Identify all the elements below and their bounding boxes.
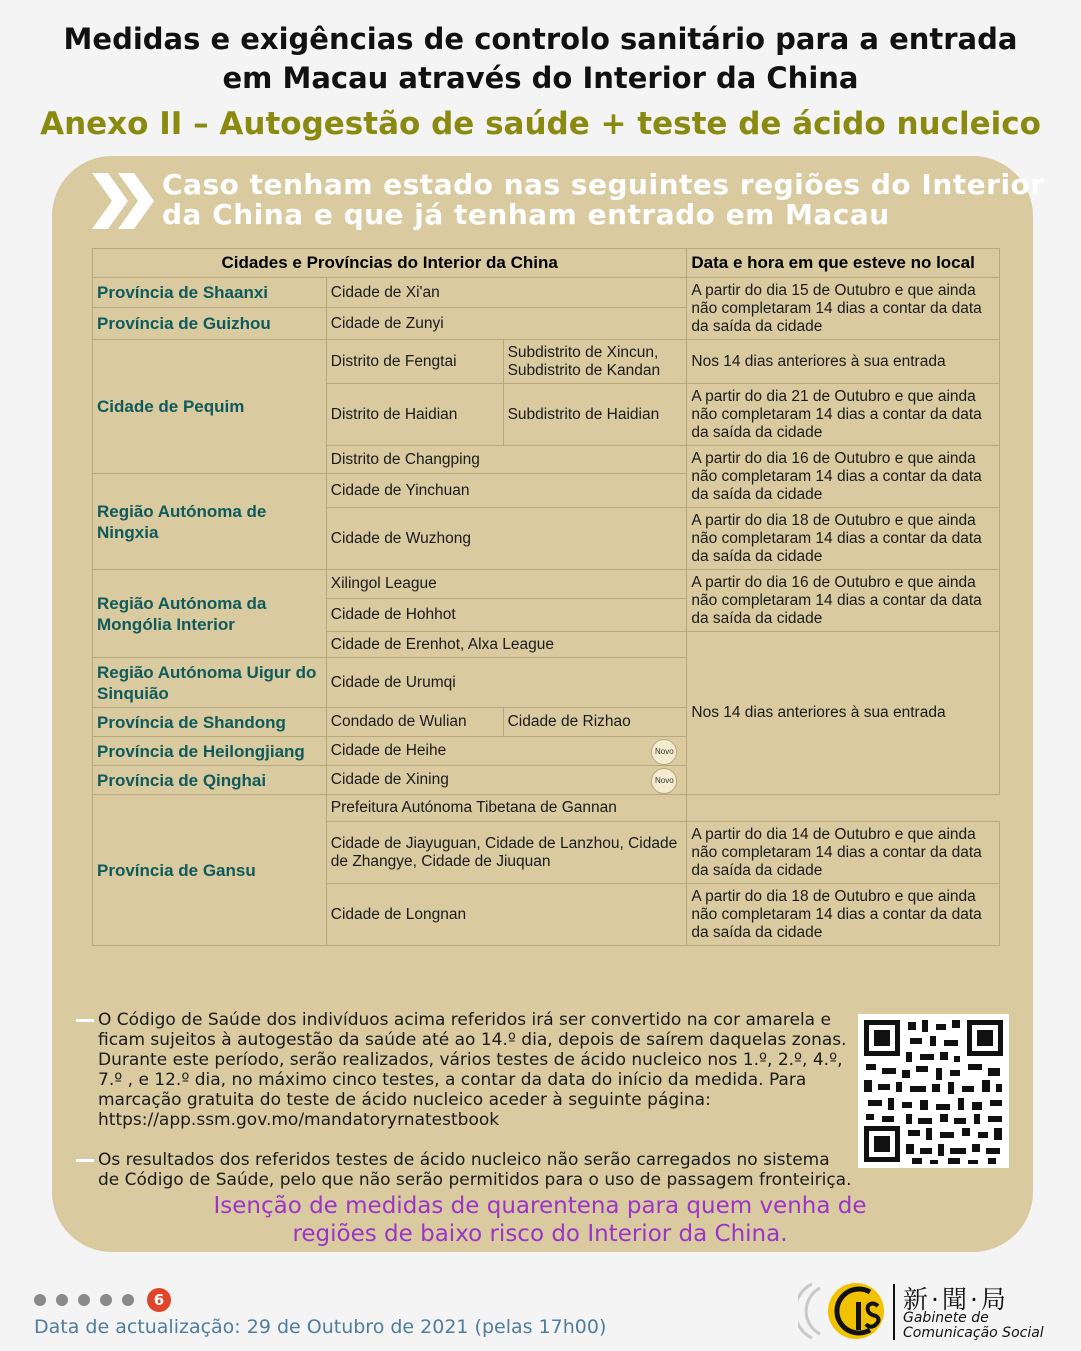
- new-badge: Novo: [651, 768, 677, 794]
- table-row: [93, 278, 1000, 308]
- region-inner-mongolia: Região Autónoma da Mongólia Interior: [93, 570, 327, 658]
- district-changping: Distrito de Changping: [326, 446, 687, 474]
- page-dot-3[interactable]: [78, 1294, 90, 1306]
- city-hohhot: Cidade de Hohhot: [326, 599, 687, 632]
- table-row: [93, 570, 1000, 599]
- annex-title: Anexo II – Autogestão de saúde + teste de ácido nucleico: [40, 106, 1041, 142]
- logo-chinese-name: 新·聞·局: [903, 1285, 1009, 1314]
- date-cell: A partir do dia 18 de Outubro e que ainda não completaram 14 dias a contar da data da saída da cidade: [687, 508, 1000, 570]
- province-shaanxi: Província de Shaanxi: [93, 278, 327, 308]
- table-row: [93, 795, 1000, 822]
- region-ningxia: Região Autónoma de Ningxia: [93, 474, 327, 570]
- city-xilingol: Xilingol League: [326, 570, 687, 599]
- city-jiayuguan: Cidade de Jiayuguan, Cidade de Lanzhou, Cidade de Zhangye, Cidade de Jiuquan: [326, 822, 687, 884]
- city-xian: Cidade de Xi'an: [326, 278, 687, 308]
- column-header-cities: Cidades e Províncias do Interior da China: [93, 249, 687, 278]
- qr-code[interactable]: [858, 1014, 1009, 1168]
- page-dot-2[interactable]: [56, 1294, 68, 1306]
- city-wuzhong: Cidade de Wuzhong: [326, 508, 687, 570]
- heading-line-2: da China e que já tenham entrado em Macau: [162, 198, 890, 231]
- booking-link[interactable]: https://app.ssm.gov.mo/mandatoryrnatestbook: [98, 1110, 500, 1130]
- table-header-row: [93, 249, 1000, 278]
- title-line-1: Medidas e exigências de controlo sanitário para a entrada: [63, 22, 1018, 56]
- chevron-double-right-icon: [92, 173, 154, 229]
- section-heading: [162, 170, 1045, 230]
- province-guizhou: Província de Guizhou: [93, 308, 327, 340]
- page-title: [0, 20, 1081, 98]
- subdistrict-xincun: Subdistrito de Xincun, Subdistrito de Kandan: [503, 340, 687, 384]
- city-rizhao: Cidade de Rizhao: [503, 708, 687, 737]
- regions-table: [92, 248, 1000, 946]
- logo-pt-line-2: Comunicação Social: [903, 1325, 1044, 1341]
- note-2-text: Os resultados dos referidos testes de ácido nucleico não serão carregados no sistema de Código de Saúde, pelo que não serão permitidos para o uso de passagem fronteiriça.: [98, 1150, 852, 1190]
- date-cell: A partir do dia 15 de Outubro e que ainda não completaram 14 dias a contar da data da saída da cidade: [687, 278, 1000, 340]
- province-qinghai: Província de Qinghai: [93, 766, 327, 795]
- prefecture-gannan: Prefeitura Autónoma Tibetana de Gannan: [326, 795, 687, 822]
- date-cell: Nos 14 dias anteriores à sua entrada: [687, 340, 1000, 384]
- city-yinchuan: Cidade de Yinchuan: [326, 474, 687, 508]
- page-dot-1[interactable]: [34, 1294, 46, 1306]
- city-heihe-cell: [326, 737, 687, 766]
- city-zunyi: Cidade de Zunyi: [326, 308, 687, 340]
- date-cell: Nos 14 dias anteriores à sua entrada: [687, 632, 1000, 795]
- exemption-notice: [150, 1192, 930, 1248]
- column-header-date: Data e hora em que esteve no local: [687, 249, 1000, 278]
- note-1: [76, 1010, 856, 1130]
- district-fengtai: Distrito de Fengtai: [326, 340, 503, 384]
- note-1-body: O Código de Saúde dos indivíduos acima referidos irá ser convertido na cor amarela e ficam sujeitos à autogestão da saúde até ao 14.º dia, depois de saírem daquelas zonas. Durante este período, serão realizados, vários testes de ácido nucleico nos 1.º, 2.º, 4.º, 7.º , e 12.º dia, no máximo cinco testes, a contar da data do início da medida. Para marcação gratuita do teste de ácido nucleico aceder à seguinte página:: [98, 1010, 847, 1110]
- logo-portuguese-name: [903, 1311, 1044, 1341]
- date-cell: A partir do dia 21 de Outubro e que ainda não completaram 14 dias a contar da data da saída da cidade: [687, 384, 1000, 446]
- dash-icon: [76, 1159, 94, 1162]
- update-date: Data de actualização: 29 de Outubro de 2021 (pelas 17h00): [34, 1316, 607, 1338]
- city-erenhot: Cidade de Erenhot, Alxa League: [326, 632, 687, 658]
- city-beijing: Cidade de Pequim: [93, 340, 327, 474]
- date-cell: A partir do dia 16 de Outubro e que ainda não completaram 14 dias a contar da data da saída da cidade: [687, 446, 1000, 508]
- city-urumqi: Cidade de Urumqi: [326, 658, 687, 708]
- city-heihe: Cidade de Heihe: [330, 742, 447, 759]
- city-longnan: Cidade de Longnan: [326, 884, 687, 946]
- note-1-text: [98, 1010, 856, 1130]
- page-dot-5[interactable]: [122, 1294, 134, 1306]
- region-xinjiang: Região Autónoma Uigur do Sinquião: [93, 658, 327, 708]
- logo-pt-line-1: Gabinete de: [903, 1310, 989, 1326]
- province-shandong: Província de Shandong: [93, 708, 327, 737]
- note-2: [76, 1150, 856, 1190]
- heading-line-1: Caso tenham estado nas seguintes regiões do Interior: [162, 168, 1045, 201]
- date-cell: A partir do dia 16 de Outubro e que ainda não completaram 14 dias a contar da data da saída da cidade: [687, 570, 1000, 632]
- dash-icon: [76, 1019, 94, 1022]
- new-badge: Novo: [651, 739, 677, 765]
- title-line-2: em Macau através do Interior da China: [222, 61, 859, 95]
- page-dot-4[interactable]: [100, 1294, 112, 1306]
- province-heilongjiang: Província de Heilongjiang: [93, 737, 327, 766]
- table-row: [93, 340, 1000, 384]
- date-cell: A partir do dia 14 de Outubro e que ainda não completaram 14 dias a contar da data da saída da cidade: [687, 822, 1000, 884]
- city-xining-cell: [326, 766, 687, 795]
- exemption-line-1: Isenção de medidas de quarentena para quem venha de: [213, 1193, 867, 1219]
- exemption-line-2: regiões de baixo risco do Interior da China.: [292, 1221, 788, 1247]
- page-number-badge[interactable]: 6: [147, 1288, 171, 1312]
- district-haidian: Distrito de Haidian: [326, 384, 503, 446]
- date-cell: A partir do dia 18 de Outubro e que ainda não completaram 14 dias a contar da data da saída da cidade: [687, 884, 1000, 946]
- subdistrict-haidian: Subdistrito de Haidian: [503, 384, 687, 446]
- city-xining: Cidade de Xining: [330, 771, 449, 788]
- province-gansu: Província de Gansu: [93, 795, 327, 946]
- county-wulian: Condado de Wulian: [326, 708, 503, 737]
